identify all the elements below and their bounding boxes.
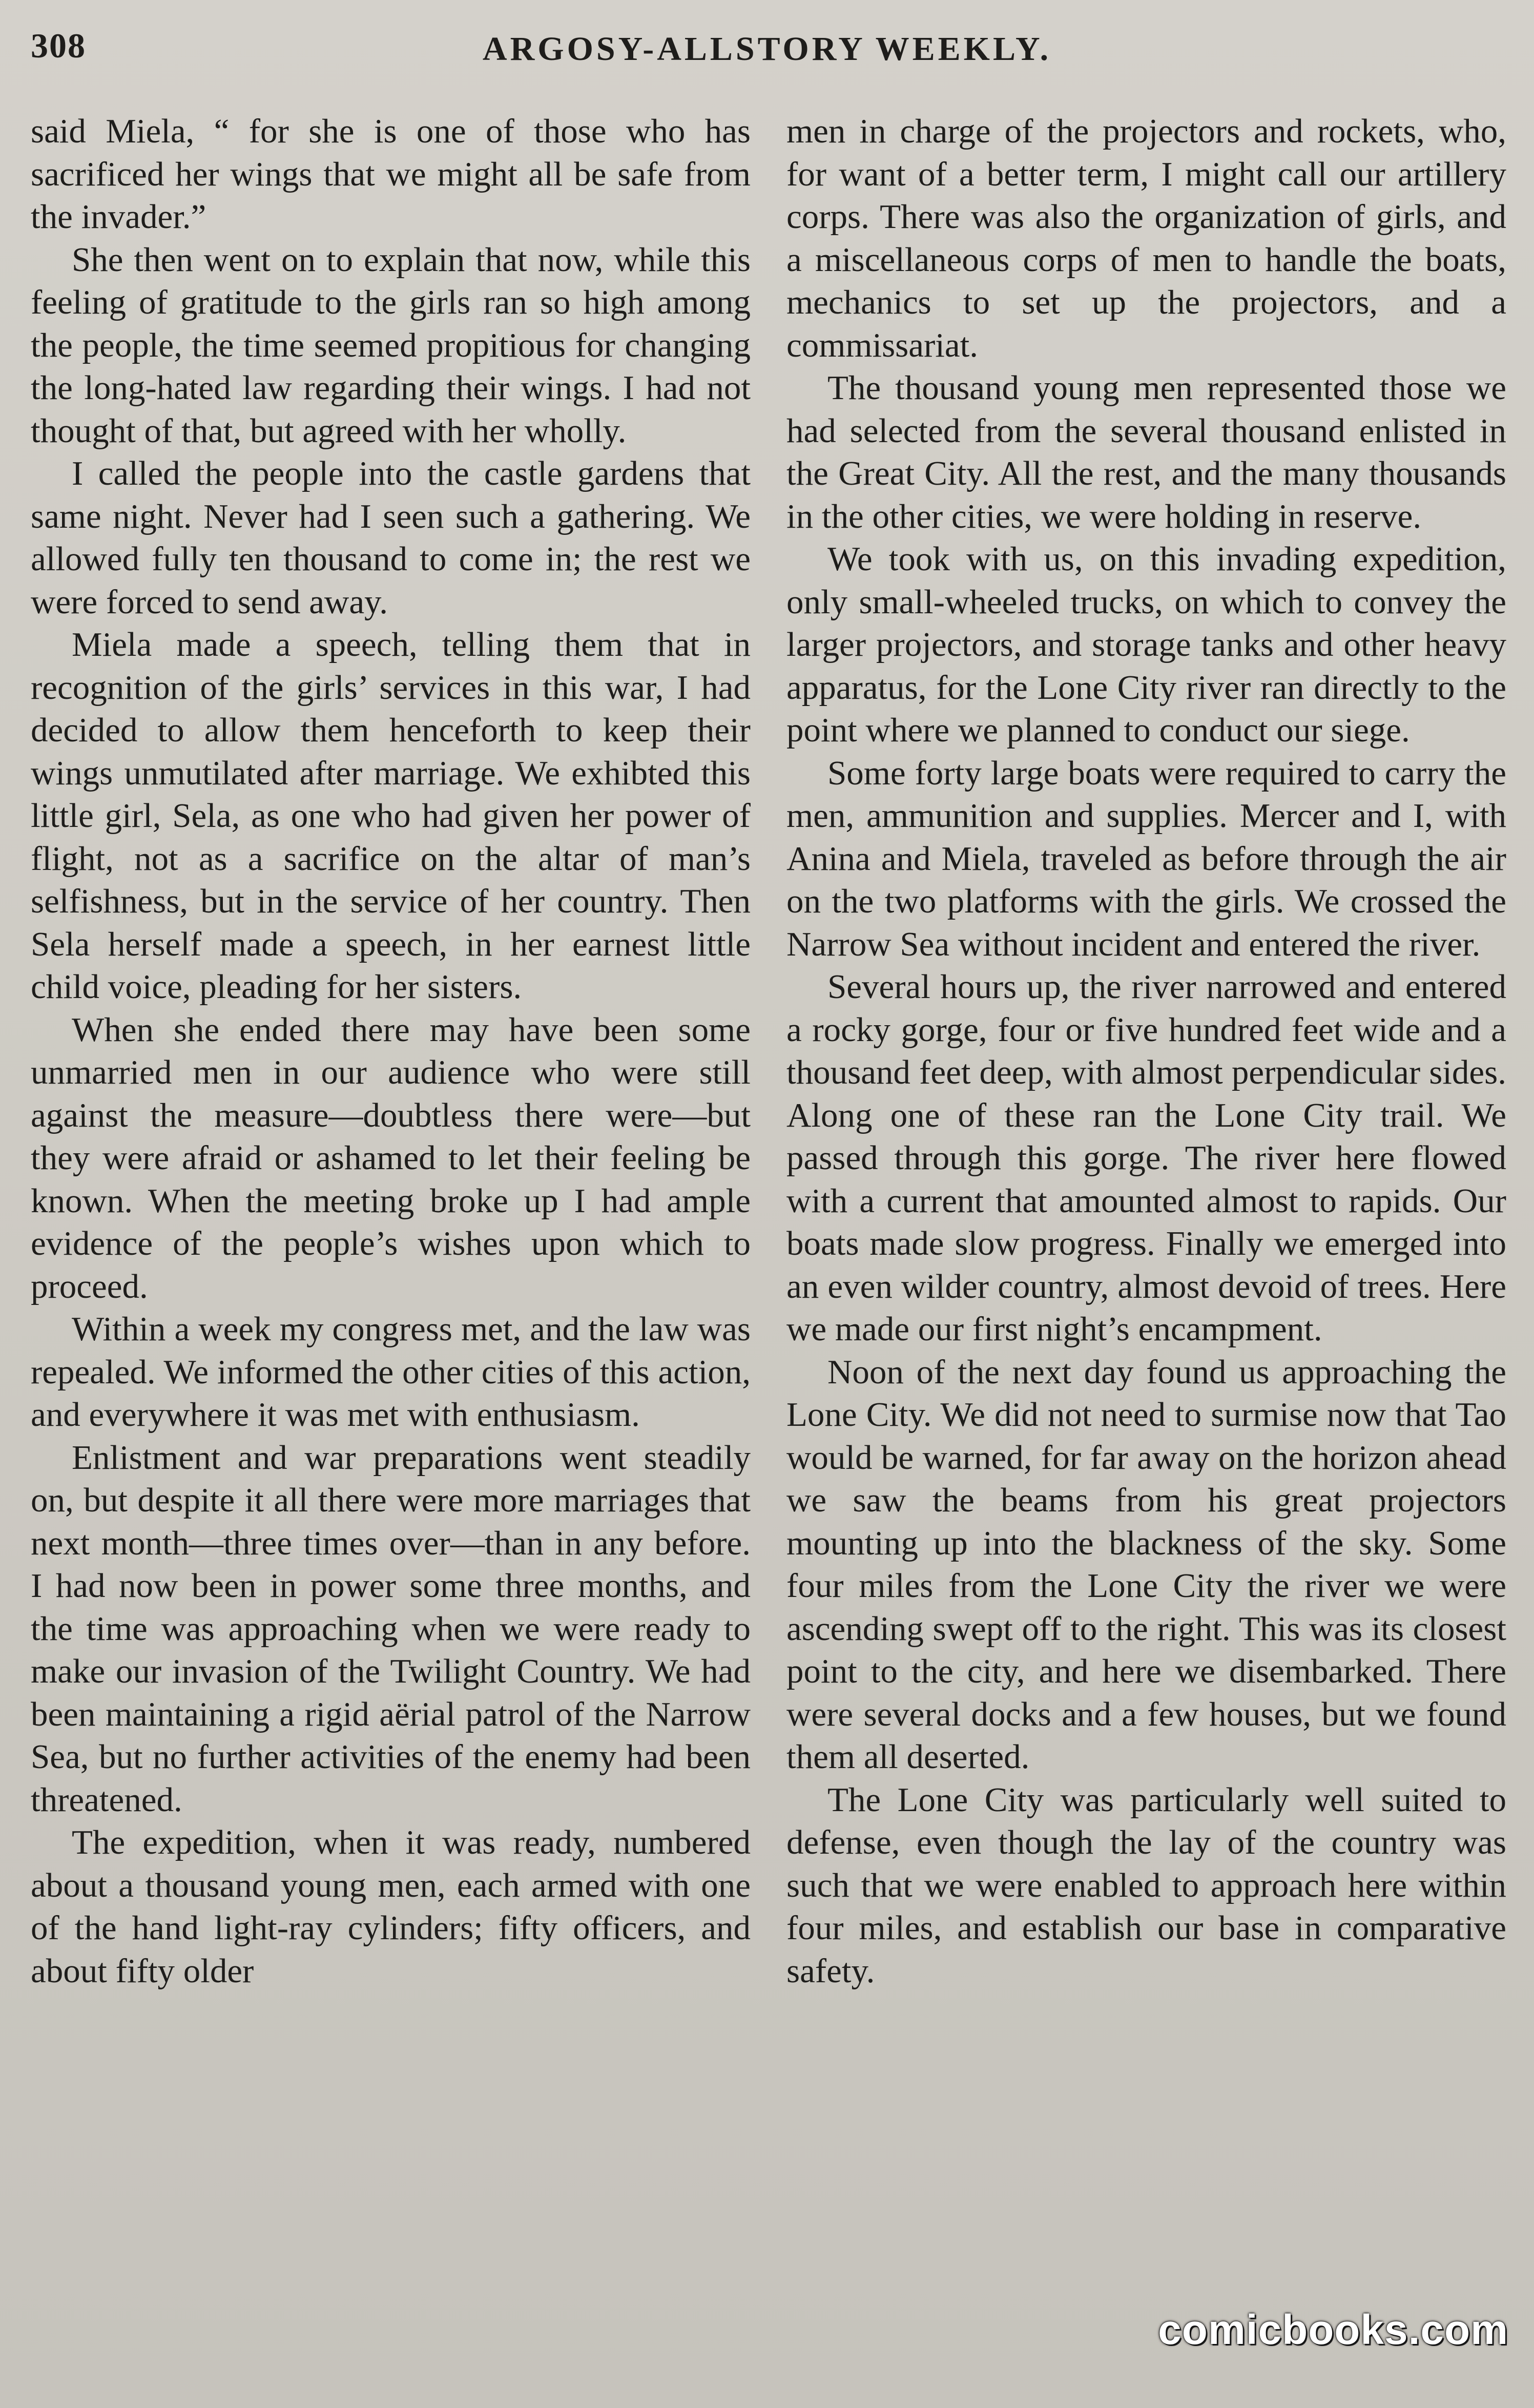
paragraph: Enlistment and war preparations went steadily on, but despite it all there were more marriages that next month—three times over—than in any before. I had now been in power some three months, and the time was approaching when we were ready to make our invasion of the Twilight Country. We had been maintaining a rigid aërial patrol of the Narrow Sea, but no further activities of the enemy had been threatened. [31,1438,751,1819]
page-number: 308 [31,26,86,65]
paragraph: She then went on to explain that now, while this feeling of gratitude to the girls ran so high among the people, the time seemed propitious for changing the long-hated law regarding their wings. I had not thought of that, but agreed with her wholly. [31,240,751,450]
watermark-logo: comicbooks.com [1158,2307,1508,2353]
paragraph: I called the people into the castle gardens that same night. Never had I seen such a gathering. We allowed fully ten thousand to come in; the rest we were forced to send away. [31,454,751,621]
paragraph: We took with us, on this invading expedition, only small-wheeled trucks, on which to convey the larger projectors, and storage tanks and other heavy apparatus, for the Lone City river ran directly to the point where we planned to conduct our siege. [786,540,1506,749]
left-column [31,110,751,1992]
right-column [786,110,1506,1992]
paragraph: The Lone City was particularly well suited to defense, even though the lay of the country was such that we were enabled to approach here within four miles, and establish our base in comparative safety. [786,1780,1506,1990]
paragraph: The expedition, when it was ready, numbered about a thousand young men, each armed with one of the hand light-ray cylinders; fifty officers, and about fifty older [31,1823,751,1990]
paragraph: said Miela, “ for she is one of those who has sacrificed her wings that we might all be safe from the invader.” [31,112,751,236]
paragraph: When she ended there may have been some unmarried men in our audience who were still against the measure—doubtless there were—but they were afraid or ashamed to let their feeling be known. When the meeting broke up I had ample evidence of the people’s wishes upon which to proceed. [31,1010,751,1305]
paragraph: Within a week my congress met, and the law was repealed. We informed the other cities of this action, and everywhere it was met with enthusiasm. [31,1310,751,1434]
paragraph: Some forty large boats were required to carry the men, ammunition and supplies. Mercer and I, with Anina and Miela, traveled as before through the air on the two platforms with the girls. We crossed the Narrow Sea without incident and entered the river. [786,754,1506,963]
paragraph: Miela made a speech, telling them that in recognition of the girls’ services in this war, I had decided to allow them henceforth to keep their wings unmutilated after marriage. We exhibted this little girl, Sela, as one who had given her power of flight, not as a sacrifice on the altar of man’s selfishness, but in the service of her country. Then Sela herself made a speech, in her earnest little child voice, pleading for her sisters. [31,626,751,1006]
paragraph: Noon of the next day found us approaching the Lone City. We did not need to surmise now that Tao would be warned, for far away on the horizon ahead we saw the beams from his great projectors mounting up into the blackness of the sky. Some four miles from the Lone City the river we were ascending swept off to the right. This was its closest point to the city, and here we disembarked. There were several docks and a few houses, but we found them all deserted. [786,1353,1506,1776]
page-header [31,26,1503,82]
paragraph: men in charge of the projectors and rockets, who, for want of a better term, I might call our artillery corps. There was also the organization of girls, and a miscellaneous corps of men to handle the boats, mechanics to set up the projectors, and a commissariat. [786,112,1506,364]
paragraph: Several hours up, the river narrowed and entered a rocky gorge, four or five hundred feet wide and a thousand feet deep, with almost perpendicular sides. Along one of these ran the Lone City trail. We passed through this gorge. The river here flowed with a current that amounted almost to rapids. Our boats made slow progress. Finally we emerged into an even wilder country, almost devoid of trees. Here we made our first night’s encampment. [786,968,1506,1348]
text-columns [31,110,1506,1992]
running-head: ARGOSY-ALLSTORY WEEKLY. [482,30,1052,68]
paragraph: The thousand young men represented those we had selected from the several thousand enlisted in the Great City. All the rest, and the many thousands in the other cities, we were holding in reserve. [786,369,1506,535]
